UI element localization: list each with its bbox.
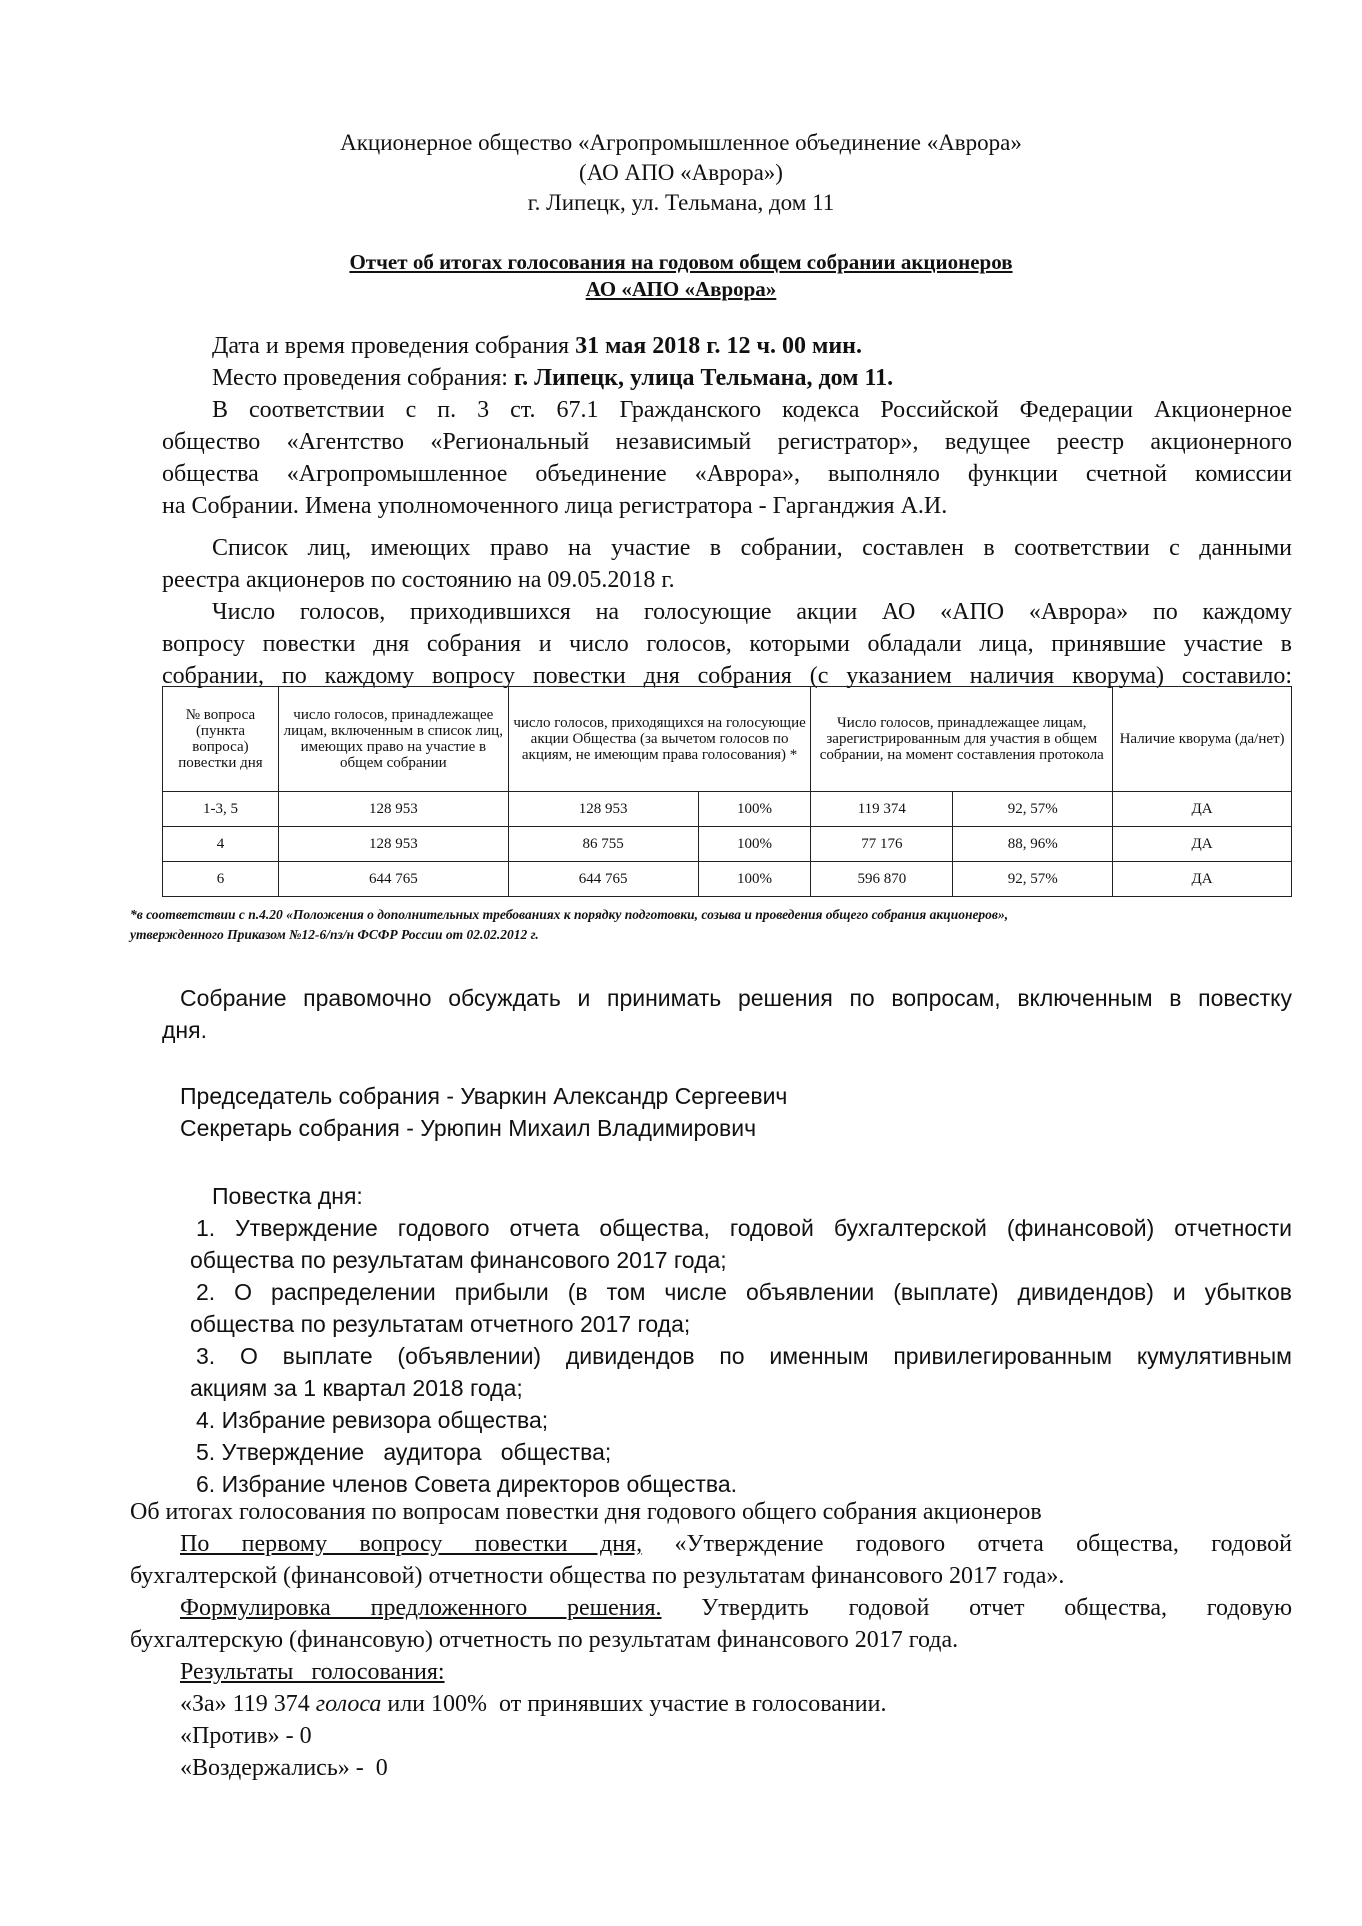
table-footnote-line1: *в соответствии с п.4.20 «Положения о дополнительных требованиях к порядку подготовки, созыва и проведения общего собрания акционеров», — [130, 907, 1009, 922]
meeting-place: Место проведения собрания: г. Липецк, улица Тельмана, дом 11. — [212, 365, 894, 391]
table-row — [163, 827, 1292, 862]
meeting-date: Дата и время проведения собрания 31 мая 2018 г. 12 ч. 00 мин. — [212, 333, 862, 359]
header-votes-in-list: число голосов, принадлежащее лицам, включенным в список лиц, имеющих право на участие в общем собрании — [278, 687, 508, 792]
cell-quorum: ДА — [1113, 827, 1292, 862]
cell-votes-registered-pct: 88, 96% — [953, 827, 1113, 862]
chairman: Председатель собрания - Уваркин Александр Сергеевич — [180, 1083, 788, 1109]
agenda-item: 4. Избрание ревизора общества; — [196, 1407, 549, 1433]
company-short-name: (АО АПО «Аврора») — [579, 160, 783, 185]
table-header-row — [163, 687, 1292, 792]
cell-votes-registered-pct: 92, 57% — [953, 862, 1113, 897]
cell-question: 6 — [163, 862, 279, 897]
para3-line2: вопросу повестки дня собрания и число голосов, которыми обладали лица, принявшие участие в — [162, 631, 1292, 657]
cell-votes-registered: 596 870 — [811, 862, 953, 897]
agenda-item: 1. Утверждение годового отчета общества, годовой бухгалтерской (финансовой) отчетности — [196, 1215, 1292, 1241]
votes-for: «За» 119 374 голоса или 100% от принявших участие в голосовании. — [180, 1691, 887, 1717]
para2-line1: Список лиц, имеющих право на участие в собрании, составлен в соответствии с данными — [212, 535, 1292, 561]
cell-votes-registered: 77 176 — [811, 827, 953, 862]
cell-votes-voting-pct: 100% — [698, 827, 811, 862]
competence-line2: дня. — [162, 1017, 207, 1043]
cell-votes-registered-pct: 92, 57% — [953, 792, 1113, 827]
report-title-line1: Отчет об итогах голосования на годовом общем собрании акционеров — [349, 250, 1013, 274]
header-quorum: Наличие кворума (да/нет) — [1113, 687, 1292, 792]
cell-votes-list: 644 765 — [278, 862, 508, 897]
cell-votes-voting: 86 755 — [508, 827, 698, 862]
votes-abstained: «Воздержались» - 0 — [180, 1755, 388, 1781]
company-address: г. Липецк, ул. Тельмана, дом 11 — [527, 190, 835, 215]
report-title-line2: АО «АПО «Аврора» — [585, 277, 777, 301]
agenda-item: 2. О распределении прибыли (в том числе объявлении (выплате) дивидендов) и убытков — [196, 1279, 1292, 1305]
question1-line1: По первому вопросу повестки дня, «Утверждение годового отчета общества, годовой — [180, 1531, 1292, 1557]
header-question-number: № вопроса (пункта вопроса) повестки дня — [163, 687, 279, 792]
cell-votes-list: 128 953 — [278, 792, 508, 827]
cell-votes-registered: 119 374 — [811, 792, 953, 827]
voting-results-label: Результаты голосования: — [180, 1659, 445, 1685]
cell-votes-voting-pct: 100% — [698, 862, 811, 897]
results-heading: Об итогах голосования по вопросам повестки дня годового общего собрания акционеров — [130, 1499, 1042, 1525]
decision-line2: бухгалтерскую (финансовую) отчетность по результатам финансового 2017 года. — [130, 1627, 959, 1653]
agenda-item: общества по результатам отчетного 2017 года; — [190, 1311, 691, 1337]
para1-line4: на Собрании. Имена уполномоченного лица регистратора - Гарганджия А.И. — [162, 493, 948, 519]
agenda-item: общества по результатам финансового 2017 года; — [190, 1247, 727, 1273]
table-row — [163, 792, 1292, 827]
agenda-item: акциям за 1 квартал 2018 года; — [190, 1375, 523, 1401]
decision-line1: Формулировка предложенного решения. Утвердить годовой отчет общества, годовую — [180, 1595, 1292, 1621]
agenda-item: 6. Избрание членов Совета директоров общества. — [196, 1471, 738, 1497]
para1-line3: общества «Агропромышленное объединение «Аврора», выполняло функции счетной комиссии — [162, 461, 1292, 487]
agenda-heading: Повестка дня: — [212, 1183, 363, 1209]
header-votes-registered: Число голосов, принадлежащее лицам, зарегистрированным для участия в общем собрании, на момент составления протокола — [811, 687, 1113, 792]
votes-against: «Против» - 0 — [180, 1723, 312, 1749]
table-footnote-line2: утвержденного Приказом №12-6/пз/н ФСФР России от 02.02.2012 г. — [130, 927, 539, 942]
competence-line1: Собрание правомочно обсуждать и принимать решения по вопросам, включенным в повестку — [180, 985, 1292, 1011]
agenda-item: 3. О выплате (объявлении) дивидендов по именным привилегированным кумулятивным — [196, 1343, 1292, 1369]
quorum-table — [162, 686, 1292, 897]
question1-line2: бухгалтерской (финансовой) отчетности общества по результатам финансового 2017 года». — [130, 1563, 1065, 1589]
table-row — [163, 862, 1292, 897]
cell-votes-voting: 128 953 — [508, 792, 698, 827]
cell-quorum: ДА — [1113, 862, 1292, 897]
para2-line2: реестра акционеров по состоянию на 09.05.2018 г. — [162, 567, 675, 593]
para1-line2: общество «Агентство «Региональный независимый регистратор», ведущее реестр акционерного — [162, 429, 1292, 455]
cell-votes-list: 128 953 — [278, 827, 508, 862]
cell-votes-voting: 644 765 — [508, 862, 698, 897]
company-name: Акционерное общество «Агропромышленное объединение «Аврора» — [340, 130, 1022, 155]
para3-line1: Число голосов, приходившихся на голосующие акции АО «АПО «Аврора» по каждому — [212, 599, 1292, 625]
cell-question: 1-3, 5 — [163, 792, 279, 827]
cell-votes-voting-pct: 100% — [698, 792, 811, 827]
header-votes-voting-shares: число голосов, приходящихся на голосующие акции Общества (за вычетом голосов по акциям, не имеющим права голосования) * — [508, 687, 811, 792]
cell-question: 4 — [163, 827, 279, 862]
para1-line1: В соответствии с п. 3 ст. 67.1 Гражданского кодекса Российской Федерации Акционерное — [212, 397, 1292, 423]
agenda-item: 5. Утверждение аудитора общества; — [196, 1439, 612, 1465]
para3-line3: собрании, по каждому вопросу повестки дня собрания (с указанием наличия кворума) составило: — [162, 663, 1292, 689]
secretary: Секретарь собрания - Урюпин Михаил Владимирович — [180, 1115, 757, 1141]
cell-quorum: ДА — [1113, 792, 1292, 827]
